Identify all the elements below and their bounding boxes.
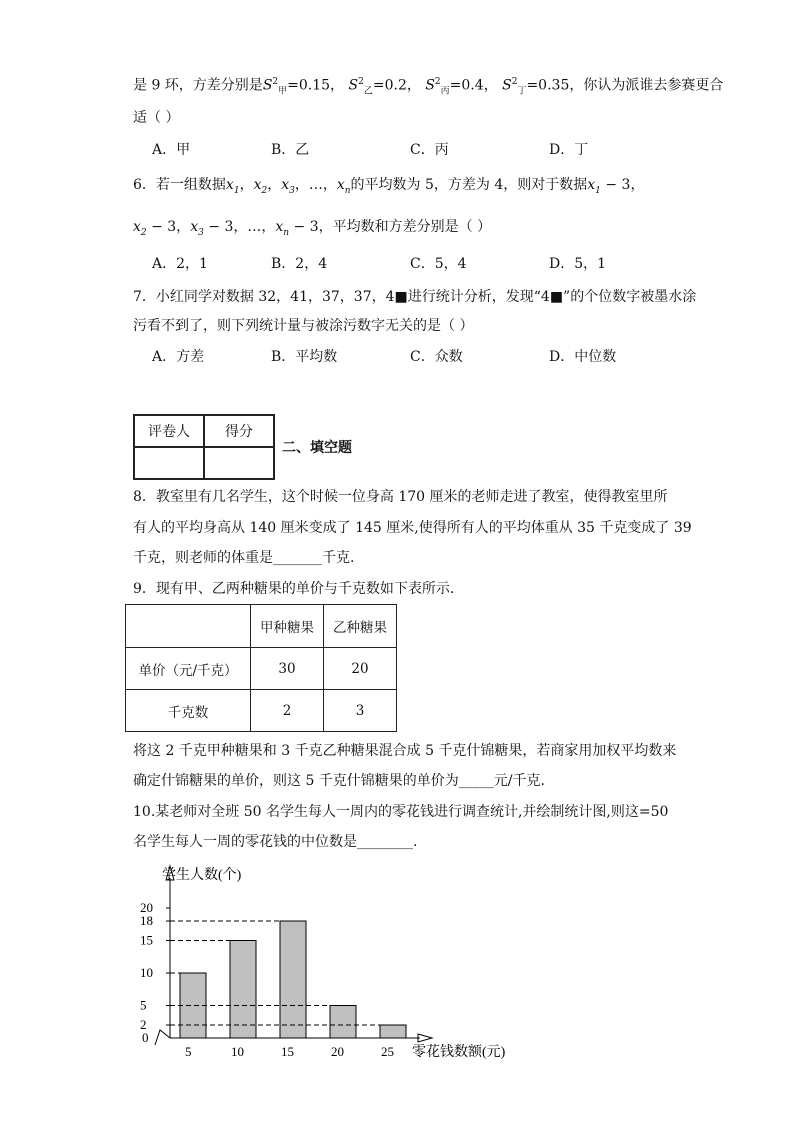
s-symbol: S bbox=[262, 77, 273, 94]
x-axis-label: 零花钱数额(元) bbox=[412, 1045, 506, 1060]
q5-line2: 适（ ） bbox=[133, 110, 180, 126]
s-symbol: S bbox=[502, 77, 512, 94]
q6-line2: $x_2 - 3$，$x_3 - 3$，…，$x_n - 3$，平均数和方差分别是（ ） bbox=[133, 219, 492, 238]
q6-line1: 6．若一组数据$x_1$，$x_2$，$x_3$，…，$x_n$的平均数为 5，方差为 4，则对于数据$x_1 - 3$， bbox=[133, 177, 645, 196]
x2: $x_2$ bbox=[253, 177, 268, 196]
x1: $x_1$ bbox=[225, 177, 240, 196]
q8-line2: 有人的平均身高从 140 厘米变成了 145 厘米,使得所有人的平均体重从 35 千克变成了 39 bbox=[133, 520, 692, 536]
q9-line3: 确定什锦糖果的单价，则这 5 千克什锦糖果的单价为_____元/千克． bbox=[133, 773, 555, 789]
q8-line3: 千克，则老师的体重是_______千克. bbox=[133, 550, 355, 566]
candy-cell: 3 bbox=[324, 690, 397, 732]
q7-line1: 7．小红同学对数据 32，41，37，37，4■进行统计分析，发现“4■”的个位数字被墨水涂 bbox=[133, 289, 697, 305]
candy-header-empty bbox=[126, 605, 251, 648]
q6-mid: 的平均数为 5，方差为 4，则对于数据 bbox=[350, 177, 588, 193]
candy-table bbox=[125, 604, 397, 732]
q7-option-d[interactable]: D．中位数 bbox=[549, 349, 617, 365]
candy-cell: 20 bbox=[324, 648, 397, 690]
q6-option-c[interactable]: C．5，4 bbox=[410, 256, 467, 272]
bar bbox=[380, 1025, 406, 1038]
bar-chart bbox=[130, 858, 530, 1063]
q7-option-a[interactable]: A．方差 bbox=[152, 349, 205, 365]
sub-yi: 乙 bbox=[363, 86, 373, 97]
q5-option-d[interactable]: D．丁 bbox=[549, 142, 589, 158]
y-tick-label: 18 bbox=[140, 913, 153, 928]
x1-3: $x_1$ bbox=[587, 177, 601, 196]
q5-option-b[interactable]: B．乙 bbox=[271, 142, 310, 158]
y-tick-label: 15 bbox=[140, 932, 153, 948]
y-tick-label: 20 bbox=[140, 900, 153, 915]
q6-option-a[interactable]: A．2，1 bbox=[152, 256, 208, 272]
y-axis-label: 学生人数(个) bbox=[162, 868, 242, 883]
y-tick-label: 0 bbox=[142, 1030, 149, 1045]
q8-line1: 8．教室里有几名学生，这个时候一位身高 170 厘米的老师走进了教室，使得教室里所 bbox=[133, 489, 668, 505]
val-bing: =0.4， bbox=[449, 77, 498, 94]
s-symbol: S bbox=[348, 77, 359, 94]
x-tick-label: 10 bbox=[231, 1044, 244, 1059]
candy-row-label: 千克数 bbox=[126, 690, 251, 732]
q6-option-d[interactable]: D．5，1 bbox=[549, 256, 607, 272]
q7-option-b[interactable]: B．平均数 bbox=[271, 349, 338, 365]
section-title: 二、填空题 bbox=[282, 440, 352, 456]
q5-option-a[interactable]: A．甲 bbox=[152, 142, 191, 158]
x-tick-label: 5 bbox=[185, 1044, 192, 1059]
s-symbol: S bbox=[425, 77, 435, 94]
y-tick-label: 10 bbox=[140, 965, 153, 980]
bar bbox=[230, 941, 256, 1039]
sub-ding: 丁 bbox=[517, 86, 527, 97]
q5-option-c[interactable]: C．丙 bbox=[410, 142, 449, 158]
candy-cell: 30 bbox=[251, 648, 324, 690]
sq: 2 bbox=[434, 77, 441, 87]
xn: $x_n$ bbox=[336, 177, 351, 196]
candy-header-jia: 甲种糖果 bbox=[251, 605, 324, 648]
score-header-grader: 评卷人 bbox=[134, 415, 204, 447]
val-yi: =0.2， bbox=[372, 77, 421, 94]
val-jia: =0.15， bbox=[287, 77, 345, 94]
axis-break bbox=[155, 1030, 170, 1045]
x-tick-label: 15 bbox=[281, 1044, 294, 1059]
q7-line2: 污看不到了，则下列统计量与被涂污数字无关的是（ ） bbox=[133, 318, 474, 334]
q9-line1: 9．现有甲、乙两种糖果的单价与千克数如下表所示． bbox=[133, 581, 464, 597]
x-tick-label: 25 bbox=[381, 1044, 394, 1059]
val-ding: =0.35，你认为派谁去参赛更合 bbox=[526, 77, 724, 94]
sq: 2 bbox=[272, 77, 279, 87]
q10-line1: 10.某老师对全班 50 名学生每人一周内的零花钱进行调查统计,并绘制统计图,则这=50 bbox=[133, 804, 669, 820]
q7-option-c[interactable]: C．众数 bbox=[410, 349, 463, 365]
y-tick-label: 5 bbox=[140, 997, 147, 1013]
score-header-score: 得分 bbox=[204, 415, 274, 447]
sub-jia: 甲 bbox=[278, 86, 288, 97]
x3-3: $x_3$ bbox=[190, 219, 204, 238]
q5-text: 是 9 环，方差分别是 bbox=[133, 77, 263, 94]
x3: $x_3$ bbox=[281, 177, 295, 196]
q6-option-b[interactable]: B．2，4 bbox=[271, 256, 328, 272]
q6-end: ，平均数和方差分别是（ ） bbox=[318, 219, 492, 235]
q6-prefix: 6．若一组数据 bbox=[133, 177, 226, 193]
sq: 2 bbox=[511, 77, 518, 87]
bar bbox=[280, 921, 306, 1038]
candy-cell: 2 bbox=[251, 690, 324, 732]
xn-3: $x_n$ bbox=[275, 219, 290, 238]
q10-line2: 名学生每人一周的零花钱的中位数是________. bbox=[133, 834, 418, 850]
candy-row-label: 单价（元/千克） bbox=[126, 648, 251, 690]
x2-3: $x_2$ bbox=[133, 219, 147, 238]
score-table bbox=[133, 414, 275, 480]
q9-line2: 将这 2 千克甲种糖果和 3 千克乙种糖果混合成 5 千克什锦糖果，若商家用加权平均数来 bbox=[133, 743, 677, 759]
sq: 2 bbox=[358, 77, 364, 87]
x-axis-arrow bbox=[418, 1034, 432, 1042]
bar bbox=[330, 1006, 356, 1039]
score-cell-score[interactable] bbox=[204, 447, 274, 479]
q5-line1 bbox=[133, 72, 723, 101]
score-cell-grader[interactable] bbox=[134, 447, 204, 479]
y-tick-label: 2 bbox=[140, 1017, 147, 1032]
sub-bing: 丙 bbox=[440, 86, 450, 97]
x-tick-label: 20 bbox=[331, 1044, 344, 1059]
candy-header-yi: 乙种糖果 bbox=[324, 605, 397, 648]
